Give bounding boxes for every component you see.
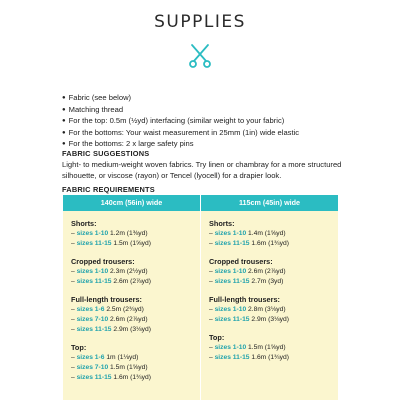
garment-group-full-length-trousers bbox=[209, 295, 338, 325]
amount: 1.6m (1¾yd) bbox=[251, 354, 289, 361]
amount: 1m (1⅛yd) bbox=[106, 354, 139, 361]
amount: 1.6m (1¾yd) bbox=[251, 240, 289, 247]
size-row: – sizes 1-10 2.3m (2½yd) bbox=[71, 268, 148, 275]
size-row: – sizes 1-10 2.6m (2⅞yd) bbox=[209, 268, 286, 275]
size-row: – sizes 11-15 1.6m (1¾yd) bbox=[71, 374, 151, 381]
garment-group-cropped-trousers bbox=[71, 257, 200, 287]
garment-title: Top: bbox=[71, 343, 87, 352]
garment-group-cropped-trousers bbox=[209, 257, 338, 287]
fabric-suggestions-heading: FABRIC SUGGESTIONS bbox=[62, 149, 150, 158]
size-label: sizes 11-15 bbox=[76, 374, 112, 381]
amount: 1.4m (1⅝yd) bbox=[248, 230, 286, 237]
amount: 2.6m (2⅞yd) bbox=[248, 268, 286, 275]
amount: 2.3m (2½yd) bbox=[110, 268, 148, 275]
garment-title: Full-length trousers: bbox=[71, 295, 142, 304]
amount: 1.6m (1¾yd) bbox=[113, 374, 151, 381]
amount: 1.5m (1⅝yd) bbox=[113, 240, 151, 247]
size-label: sizes 11-15 bbox=[214, 240, 250, 247]
supplies-list bbox=[62, 93, 382, 151]
size-label: sizes 11-15 bbox=[214, 316, 250, 323]
garment-title: Cropped trousers: bbox=[71, 257, 135, 266]
requirements-column-140cm bbox=[63, 195, 200, 400]
fabric-requirements-heading: FABRIC REQUIREMENTS bbox=[62, 185, 155, 194]
size-row: – sizes 1-10 1.5m (1⅝yd) bbox=[209, 344, 286, 351]
fabric-suggestions-text: Light- to medium-weight woven fabrics. Try linen or chambray for a more structured silhouette, or viscose (rayon) or Tencel (lyocell) for a drapier look. bbox=[62, 160, 342, 180]
garment-group-top bbox=[71, 343, 200, 383]
size-row: – sizes 11-15 1.6m (1¾yd) bbox=[209, 240, 289, 247]
garment-title: Top: bbox=[209, 333, 225, 342]
garment-group-shorts bbox=[209, 219, 338, 249]
size-label: sizes 1-10 bbox=[76, 268, 109, 275]
amount: 2.9m (3⅛yd) bbox=[113, 326, 151, 333]
amount: 2.8m (3⅛yd) bbox=[248, 306, 286, 313]
amount: 2.6m (2⅞yd) bbox=[113, 278, 151, 285]
size-label: sizes 7-10 bbox=[76, 364, 109, 371]
size-row: – sizes 1-10 1.4m (1⅝yd) bbox=[209, 230, 286, 237]
supplies-item: ● For the bottoms: 2 x large safety pins bbox=[62, 139, 382, 151]
garment-group-top bbox=[209, 333, 338, 363]
amount: 2.5m (2¾yd) bbox=[106, 306, 144, 313]
size-row: – sizes 11-15 2.9m (3⅛yd) bbox=[71, 326, 151, 333]
size-label: sizes 11-15 bbox=[214, 354, 250, 361]
size-label: sizes 11-15 bbox=[76, 326, 112, 333]
supplies-item: ● Fabric (see below) bbox=[62, 93, 382, 105]
garment-group-shorts bbox=[71, 219, 200, 249]
size-label: sizes 1-10 bbox=[214, 230, 247, 237]
garment-title: Shorts: bbox=[71, 219, 97, 228]
page-title: SUPPLIES bbox=[154, 12, 246, 32]
size-row: – sizes 11-15 2.6m (2⅞yd) bbox=[71, 278, 151, 285]
amount: 1.2m (1⅜yd) bbox=[110, 230, 148, 237]
amount: 1.5m (1⅝yd) bbox=[248, 344, 286, 351]
size-row: – sizes 1-6 1m (1⅛yd) bbox=[71, 354, 139, 361]
amount: 1.5m (1⅝yd) bbox=[110, 364, 148, 371]
size-label: sizes 11-15 bbox=[214, 278, 250, 285]
amount: 2.7m (3yd) bbox=[251, 278, 284, 285]
size-label: sizes 1-6 bbox=[76, 354, 105, 361]
size-label: sizes 1-10 bbox=[76, 230, 109, 237]
size-label: sizes 7-10 bbox=[76, 316, 109, 323]
size-label: sizes 11-15 bbox=[76, 240, 112, 247]
supplies-item: ● Matching thread bbox=[62, 105, 382, 117]
size-row: – sizes 11-15 1.5m (1⅝yd) bbox=[71, 240, 151, 247]
size-label: sizes 1-10 bbox=[214, 268, 247, 275]
supplies-item: ● For the bottoms: Your waist measurement in 25mm (1in) wide elastic bbox=[62, 128, 382, 140]
requirements-column-115cm bbox=[201, 195, 338, 400]
scissors-icon bbox=[187, 43, 213, 69]
column-header: 140cm (56in) wide bbox=[63, 195, 200, 211]
size-row: – sizes 7-10 1.5m (1⅝yd) bbox=[71, 364, 148, 371]
size-row: – sizes 11-15 1.6m (1¾yd) bbox=[209, 354, 289, 361]
size-label: sizes 11-15 bbox=[76, 278, 112, 285]
garment-title: Full-length trousers: bbox=[209, 295, 280, 304]
amount: 2.9m (3⅛yd) bbox=[251, 316, 289, 323]
size-label: sizes 1-6 bbox=[76, 306, 105, 313]
size-row: – sizes 1-10 2.8m (3⅛yd) bbox=[209, 306, 286, 313]
garment-title: Shorts: bbox=[209, 219, 235, 228]
garment-group-full-length-trousers bbox=[71, 295, 200, 335]
size-label: sizes 1-10 bbox=[214, 306, 247, 313]
size-row: – sizes 11-15 2.7m (3yd) bbox=[209, 278, 284, 285]
size-label: sizes 1-10 bbox=[214, 344, 247, 351]
size-row: – sizes 7-10 2.6m (2⅞yd) bbox=[71, 316, 148, 323]
size-row: – sizes 1-10 1.2m (1⅜yd) bbox=[71, 230, 148, 237]
amount: 2.6m (2⅞yd) bbox=[110, 316, 148, 323]
size-row: – sizes 1-6 2.5m (2¾yd) bbox=[71, 306, 144, 313]
size-row: – sizes 11-15 2.9m (3⅛yd) bbox=[209, 316, 289, 323]
column-header: 115cm (45in) wide bbox=[201, 195, 338, 211]
supplies-item: ● For the top: 0.5m (½yd) interfacing (similar weight to your fabric) bbox=[62, 116, 382, 128]
garment-title: Cropped trousers: bbox=[209, 257, 273, 266]
